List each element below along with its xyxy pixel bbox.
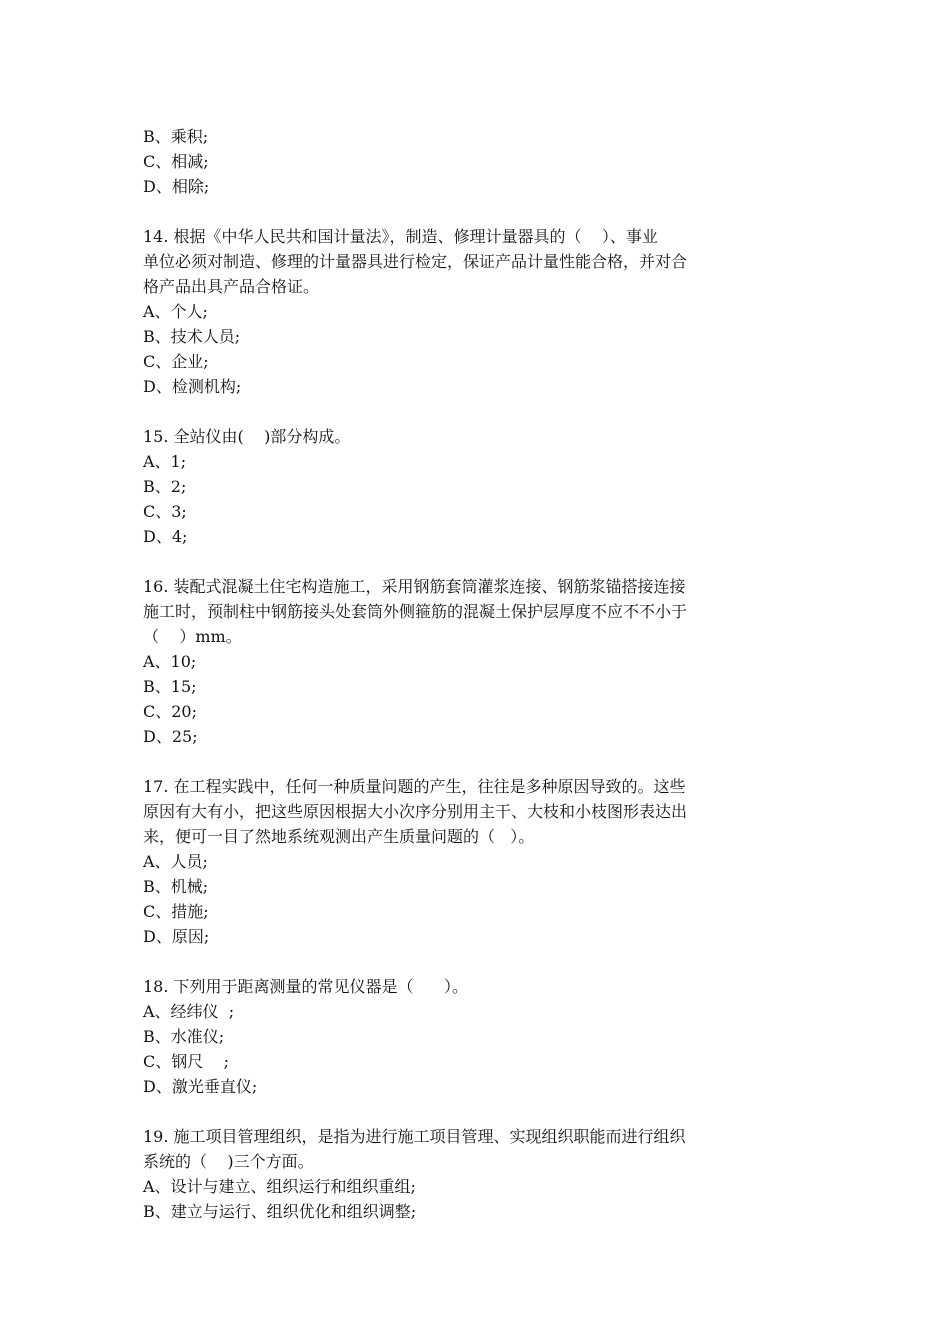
option: D、原因; [143, 927, 210, 946]
option: D、相除; [143, 177, 210, 196]
option: C、措施; [143, 902, 209, 921]
option: B、建立与运行、组织优化和组织调整; [143, 1202, 417, 1221]
option: B、机械; [143, 877, 209, 896]
question-stem: （ ）mm。 [143, 627, 242, 646]
option: B、15; [143, 677, 197, 696]
option: C、20; [143, 702, 197, 721]
question-stem: 15. 全站仪由( )部分构成。 [143, 427, 351, 446]
option: A、人员; [143, 852, 208, 871]
lead-options [143, 124, 803, 199]
option: A、个人; [143, 302, 208, 321]
question-stem: 格产品出具产品合格证。 [143, 277, 320, 296]
option: A、1; [143, 452, 187, 471]
question-16 [143, 574, 803, 749]
document-page [143, 124, 803, 1224]
option: D、激光垂直仪; [143, 1077, 258, 1096]
option: D、检测机构; [143, 377, 242, 396]
option: B、2; [143, 477, 187, 496]
question-stem: 18. 下列用于距离测量的常见仪器是（ ）。 [143, 977, 469, 996]
option: B、水准仪; [143, 1027, 225, 1046]
question-stem: 原因有大有小，把这些原因根据大小次序分别用主干、大枝和小枝图形表达出 [143, 802, 688, 821]
question-15 [143, 424, 803, 549]
question-stem: 来，便可一目了然地系统观测出产生质量问题的（ ）。 [143, 827, 535, 846]
question-17 [143, 774, 803, 949]
question-18 [143, 974, 803, 1099]
question-stem: 系统的（ )三个方面。 [143, 1152, 314, 1171]
question-stem: 14. 根据《中华人民共和国计量法》，制造、修理计量器具的（ ）、事业 [143, 227, 658, 246]
option: C、钢尺 ; [143, 1052, 229, 1071]
option: B、乘积; [143, 127, 209, 146]
option: C、3; [143, 502, 187, 521]
question-stem: 单位必须对制造、修理的计量器具进行检定，保证产品计量性能合格，并对合 [143, 252, 688, 271]
option: D、25; [143, 727, 198, 746]
question-stem: 17. 在工程实践中，任何一种质量问题的产生，往往是多种原因导致的。这些 [143, 777, 686, 796]
option: A、设计与建立、组织运行和组织重组; [143, 1177, 416, 1196]
question-stem: 施工时，预制柱中钢筋接头处套筒外侧箍筋的混凝土保护层厚度不应不不小于 [143, 602, 688, 621]
option: B、技术人员; [143, 327, 241, 346]
option: A、10; [143, 652, 197, 671]
option: D、4; [143, 527, 188, 546]
option: C、相减; [143, 152, 209, 171]
question-19 [143, 1124, 803, 1224]
question-stem: 19. 施工项目管理组织，是指为进行施工项目管理、实现组织职能而进行组织 [143, 1127, 686, 1146]
question-stem: 16. 装配式混凝土住宅构造施工，采用钢筋套筒灌浆连接、钢筋浆锚搭接连接 [143, 577, 686, 596]
option: A、经纬仪 ; [143, 1002, 235, 1021]
question-14 [143, 224, 803, 399]
option: C、企业; [143, 352, 209, 371]
